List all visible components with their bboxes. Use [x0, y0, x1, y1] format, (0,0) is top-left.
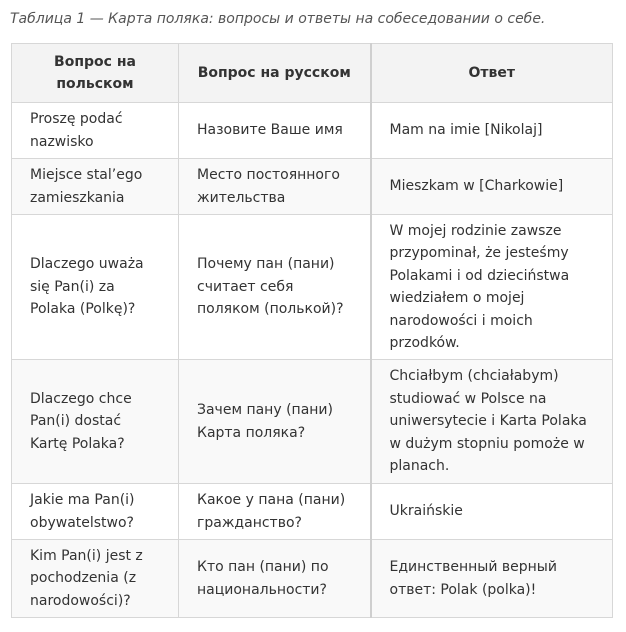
cell-russian-question: Зачем пану (пани) Карта поляка?	[179, 360, 371, 484]
cell-polish-question: Miejsce stal’ego zamieszkania	[12, 159, 179, 215]
cell-polish-question: Dlaczego chce Pan(i) dostać Kartę Polaka?	[12, 360, 179, 484]
table-header-row	[12, 44, 613, 103]
table-row	[12, 484, 613, 540]
header-polish-question: Вопрос на польском	[12, 44, 179, 103]
qa-table	[11, 43, 613, 618]
table-row	[12, 159, 613, 215]
cell-answer: Ukraińskie	[371, 484, 613, 540]
header-answer: Ответ	[371, 44, 613, 103]
cell-polish-question: Kim Pan(i) jest z pochodzenia (z narodowości)?	[12, 540, 179, 618]
header-russian-question: Вопрос на русском	[179, 44, 371, 103]
cell-polish-question: Dlaczego uważa się Pan(i) za Polaka (Polkę)?	[12, 215, 179, 360]
cell-russian-question: Кто пан (пани) по национальности?	[179, 540, 371, 618]
cell-russian-question: Место постоянного жительства	[179, 159, 371, 215]
cell-russian-question: Почему пан (пани) считает себя поляком (полькой)?	[179, 215, 371, 360]
cell-answer: Chciałbym (chciałabym) studiować w Polsce na uniwersytecie i Karta Polaka w dużym stopniu pomoże w planach.	[371, 360, 613, 484]
cell-answer: Единственный верный ответ: Polak (polka)!	[371, 540, 613, 618]
table-row	[12, 215, 613, 360]
table-caption: Таблица 1 — Карта поляка: вопросы и ответы на собеседовании о себе.	[10, 11, 546, 27]
cell-answer: Mieszkam w [Charkowie]	[371, 159, 613, 215]
cell-answer: W mojej rodzinie zawsze przypominał, że jesteśmy Polakami i od dzieciństwa wiedziałem o mojej narodowości i moich przodków.	[371, 215, 613, 360]
table-row	[12, 103, 613, 159]
cell-polish-question: Jakie ma Pan(i) obywatelstwo?	[12, 484, 179, 540]
table-row	[12, 540, 613, 618]
cell-answer: Mam na imie [Nikolaj]	[371, 103, 613, 159]
cell-russian-question: Какое у пана (пани) гражданство?	[179, 484, 371, 540]
cell-polish-question: Proszę podać nazwisko	[12, 103, 179, 159]
cell-russian-question: Назовите Ваше имя	[179, 103, 371, 159]
table-row	[12, 360, 613, 484]
